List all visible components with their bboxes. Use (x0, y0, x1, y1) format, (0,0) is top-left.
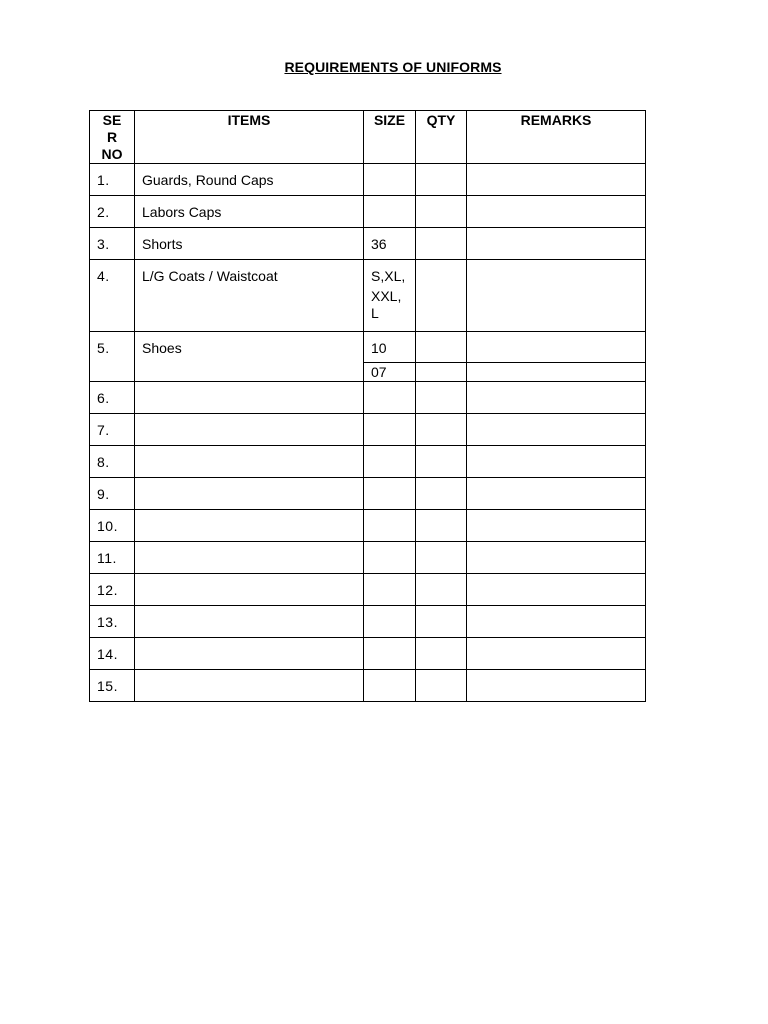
remarks-cell (467, 638, 646, 670)
ser-no-cell: 10. (90, 510, 135, 542)
size-cell (364, 638, 416, 670)
qty-cell (416, 478, 467, 510)
remarks-cell (467, 606, 646, 638)
remarks-split-bottom (467, 363, 645, 381)
item-cell (135, 638, 364, 670)
size-cell (364, 164, 416, 196)
remarks-cell (467, 414, 646, 446)
table-row (90, 414, 646, 446)
table-row (90, 542, 646, 574)
size-cell (364, 670, 416, 702)
item-cell: L/G Coats / Waistcoat (135, 260, 364, 332)
item-cell (135, 478, 364, 510)
remarks-cell (467, 478, 646, 510)
remarks-cell (467, 332, 646, 382)
header-ser-no-line3: NO (101, 146, 123, 162)
ser-no-cell: 2. (90, 196, 135, 228)
qty-cell (416, 164, 467, 196)
qty-cell (416, 414, 467, 446)
qty-split-bottom (416, 363, 466, 381)
header-ser-no-line2: R (106, 129, 118, 145)
item-cell (135, 382, 364, 414)
size-cell (364, 478, 416, 510)
size-cell (364, 606, 416, 638)
item-cell: Shorts (135, 228, 364, 260)
header-qty: QTY (416, 111, 467, 164)
ser-no-cell: 8. (90, 446, 135, 478)
ser-no-cell: 7. (90, 414, 135, 446)
size-value-line1: S,XL, (371, 268, 406, 284)
size-cell (364, 260, 416, 332)
qty-cell (416, 332, 467, 382)
size-cell (364, 332, 416, 382)
table-row (90, 638, 646, 670)
item-cell (135, 670, 364, 702)
ser-no-cell: 4. (90, 260, 135, 332)
header-ser-no-line1: SE (102, 112, 122, 128)
item-cell: Guards, Round Caps (135, 164, 364, 196)
table-row (90, 574, 646, 606)
table-row (90, 196, 646, 228)
item-cell (135, 606, 364, 638)
table-row (90, 446, 646, 478)
qty-cell (416, 196, 467, 228)
size-cell (364, 510, 416, 542)
size-value-line3: L (371, 305, 379, 321)
uniform-requirements-table (89, 110, 646, 702)
remarks-cell (467, 574, 646, 606)
table-row (90, 606, 646, 638)
size-value-line2: XXL, (371, 288, 402, 304)
qty-cell (416, 382, 467, 414)
remarks-cell (467, 228, 646, 260)
table-row (90, 228, 646, 260)
item-cell (135, 446, 364, 478)
header-size: SIZE (364, 111, 416, 164)
ser-no-cell: 15. (90, 670, 135, 702)
remarks-cell (467, 260, 646, 332)
header-items: ITEMS (135, 111, 364, 164)
table-header-row (90, 111, 646, 164)
table-row (90, 510, 646, 542)
size-cell (364, 574, 416, 606)
ser-no-cell: 12. (90, 574, 135, 606)
ser-no-cell: 3. (90, 228, 135, 260)
table-row (90, 478, 646, 510)
qty-cell (416, 574, 467, 606)
remarks-cell (467, 670, 646, 702)
size-cell (364, 414, 416, 446)
header-remarks: REMARKS (467, 111, 646, 164)
size-cell (364, 542, 416, 574)
table-row (90, 260, 646, 332)
item-cell (135, 542, 364, 574)
qty-split-top (416, 332, 466, 363)
size-cell (364, 446, 416, 478)
item-cell (135, 414, 364, 446)
ser-no-cell: 11. (90, 542, 135, 574)
size-cell (364, 382, 416, 414)
remarks-split-top (467, 332, 645, 363)
item-cell: Labors Caps (135, 196, 364, 228)
qty-cell (416, 260, 467, 332)
qty-cell (416, 228, 467, 260)
qty-cell (416, 446, 467, 478)
size-value-bottom: 07 (371, 364, 387, 380)
item-cell: Shoes (135, 332, 364, 382)
table-row (90, 164, 646, 196)
remarks-cell (467, 164, 646, 196)
remarks-cell (467, 510, 646, 542)
ser-no-cell: 6. (90, 382, 135, 414)
ser-no-cell: 1. (90, 164, 135, 196)
table-row (90, 670, 646, 702)
size-cell: 36 (364, 228, 416, 260)
ser-no-cell: 5. (90, 332, 135, 382)
qty-cell (416, 638, 467, 670)
qty-cell (416, 542, 467, 574)
remarks-cell (467, 542, 646, 574)
ser-no-cell: 14. (90, 638, 135, 670)
remarks-cell (467, 446, 646, 478)
table-row (90, 382, 646, 414)
qty-cell (416, 510, 467, 542)
size-cell (364, 196, 416, 228)
item-cell (135, 510, 364, 542)
ser-no-cell: 9. (90, 478, 135, 510)
item-cell (135, 574, 364, 606)
size-value-top: 10 (364, 332, 415, 363)
table-row (90, 332, 646, 382)
remarks-cell (467, 382, 646, 414)
qty-cell (416, 606, 467, 638)
header-ser-no (90, 111, 135, 164)
page-title: REQUIREMENTS OF UNIFORMS (284, 59, 502, 75)
qty-cell (416, 670, 467, 702)
ser-no-cell: 13. (90, 606, 135, 638)
remarks-cell (467, 196, 646, 228)
